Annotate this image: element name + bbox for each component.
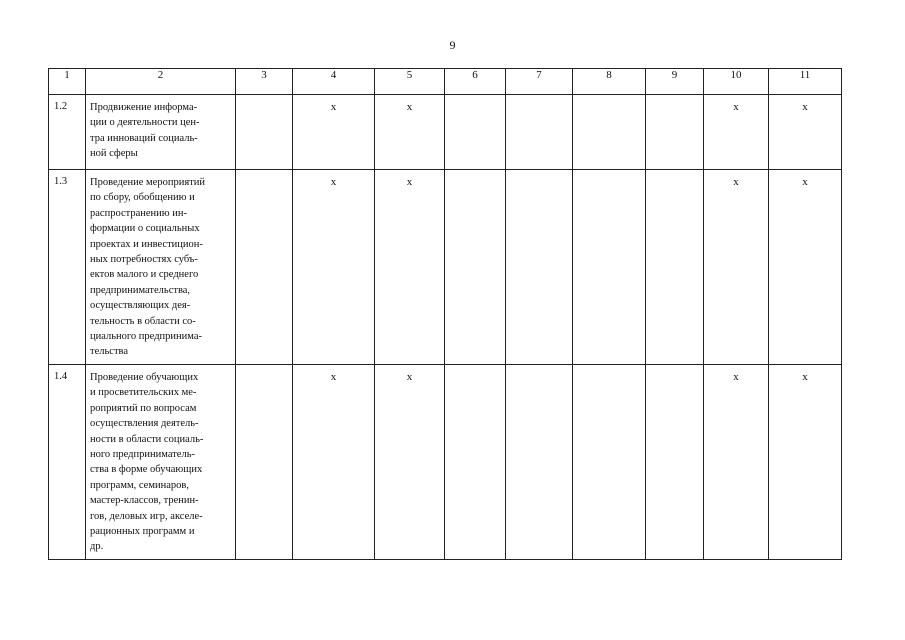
row-description: Проведение мероприятий по сбору, обобщению и распространению ин- формации о социальных проектах и инвестицион- ных потребностях субъ- ектов малого и среднего предпринимательства, осуществляющих дея- тельность в области со- циального предпринима- тельства <box>86 170 236 365</box>
program-table <box>48 68 842 560</box>
cell-col-5: x <box>375 364 445 559</box>
cell-col-6 <box>445 364 506 559</box>
cell-col-9 <box>646 95 704 170</box>
cell-col-5: x <box>375 170 445 365</box>
header-cell: 4 <box>293 69 375 95</box>
header-cell: 3 <box>236 69 293 95</box>
header-cell: 9 <box>646 69 704 95</box>
cell-col-6 <box>445 170 506 365</box>
row-description: Проведение обучающих и просветительских ме- роприятий по вопросам осуществления деятель- ности в области социаль- ного предприниматель- ства в форме обучающих программ, семинаров, мастер-классов, тренин- гов, деловых игр, акселе- рационных программ и др. <box>86 364 236 559</box>
cell-col-3 <box>236 95 293 170</box>
cell-col-4: x <box>293 364 375 559</box>
header-cell: 1 <box>49 69 86 95</box>
cell-col-11: x <box>769 364 842 559</box>
row-number: 1.3 <box>49 170 86 365</box>
cell-col-7 <box>506 170 573 365</box>
cell-col-8 <box>573 170 646 365</box>
table-row <box>49 95 842 170</box>
row-description: Продвижение информа- ции о деятельности цен- тра инноваций социаль- ной сферы <box>86 95 236 170</box>
cell-col-4: x <box>293 95 375 170</box>
header-cell: 7 <box>506 69 573 95</box>
cell-col-10: x <box>704 364 769 559</box>
cell-col-5: x <box>375 95 445 170</box>
header-cell: 2 <box>86 69 236 95</box>
cell-col-7 <box>506 95 573 170</box>
cell-col-11: x <box>769 170 842 365</box>
cell-col-3 <box>236 364 293 559</box>
table-row <box>49 364 842 559</box>
cell-col-9 <box>646 170 704 365</box>
cell-col-10: x <box>704 170 769 365</box>
header-row <box>49 69 842 95</box>
cell-col-8 <box>573 95 646 170</box>
table-row <box>49 170 842 365</box>
row-number: 1.2 <box>49 95 86 170</box>
header-cell: 5 <box>375 69 445 95</box>
header-cell: 8 <box>573 69 646 95</box>
cell-col-10: x <box>704 95 769 170</box>
page-number: 9 <box>449 38 456 52</box>
cell-col-7 <box>506 364 573 559</box>
cell-col-9 <box>646 364 704 559</box>
cell-col-3 <box>236 170 293 365</box>
header-cell: 10 <box>704 69 769 95</box>
cell-col-4: x <box>293 170 375 365</box>
cell-col-8 <box>573 364 646 559</box>
cell-col-6 <box>445 95 506 170</box>
cell-col-11: x <box>769 95 842 170</box>
header-cell: 6 <box>445 69 506 95</box>
row-number: 1.4 <box>49 364 86 559</box>
header-cell: 11 <box>769 69 842 95</box>
